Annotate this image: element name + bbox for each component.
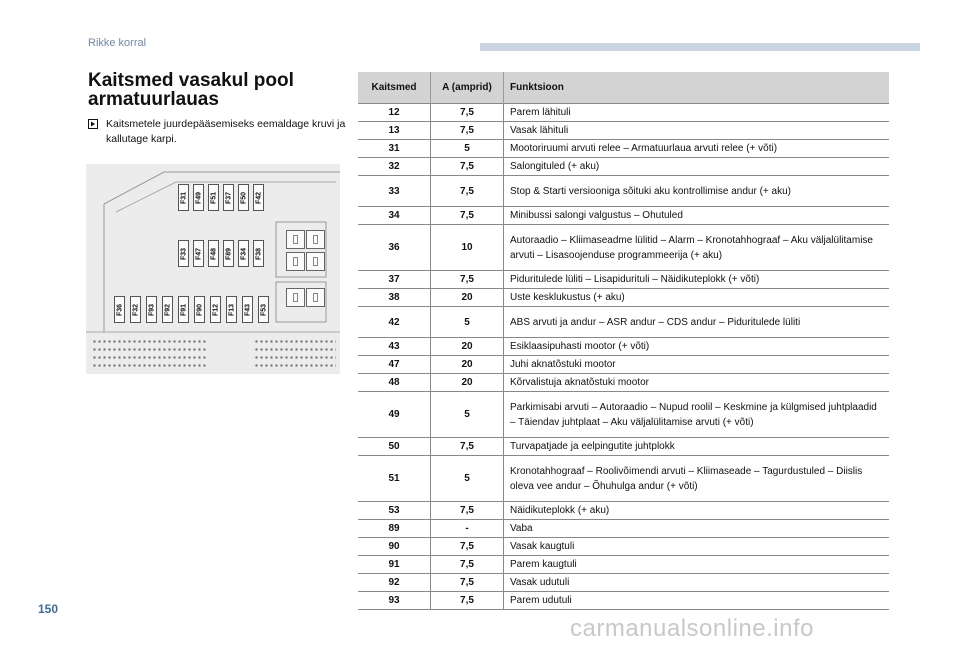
table-row xyxy=(358,122,889,140)
amperage-cell: 20 xyxy=(431,374,504,392)
fuse-label: F43 xyxy=(244,303,251,316)
amperage-cell: 7,5 xyxy=(431,271,504,289)
fuse-label: F32 xyxy=(132,303,139,316)
relay xyxy=(306,230,325,249)
fuse-label: F42 xyxy=(255,191,262,204)
table-row xyxy=(358,140,889,158)
column-header-fuse: Kaitsmed xyxy=(358,72,431,104)
function-cell: Turvapatjade ja eelpingutite juhtplokk xyxy=(504,438,890,456)
instruction-text: Kaitsmetele juurdepääsemiseks eemaldage kruvi ja kallutage karpi. xyxy=(106,118,346,145)
fuse-label: F51 xyxy=(210,191,217,204)
table-row xyxy=(358,556,889,574)
amperage-cell: 5 xyxy=(431,140,504,158)
relay xyxy=(306,252,325,271)
fuse-label: F37 xyxy=(225,191,232,204)
fuse-label: F34 xyxy=(240,247,247,260)
amperage-cell: 7,5 xyxy=(431,122,504,140)
fuse xyxy=(238,184,249,211)
fuse-label: F48 xyxy=(210,247,217,260)
amperage-cell: 5 xyxy=(431,392,504,438)
fuse-label: F13 xyxy=(228,303,235,316)
table-row xyxy=(358,374,889,392)
connector-pins xyxy=(92,348,207,351)
amperage-cell: 20 xyxy=(431,356,504,374)
table-row xyxy=(358,520,889,538)
amperage-cell: 7,5 xyxy=(431,502,504,520)
column-header-amps: A (amprid) xyxy=(431,72,504,104)
function-cell: Vasak kaugtuli xyxy=(504,538,890,556)
fuse-number-cell: 13 xyxy=(358,122,431,140)
connector-pins xyxy=(92,364,207,367)
fuse xyxy=(178,240,189,267)
function-cell: Parem kaugtuli xyxy=(504,556,890,574)
connector-pins xyxy=(254,356,336,359)
function-cell: Salongituled (+ aku) xyxy=(504,158,890,176)
fuse xyxy=(162,296,173,323)
relay xyxy=(286,288,305,307)
fuse-number-cell: 47 xyxy=(358,356,431,374)
amperage-cell: 7,5 xyxy=(431,176,504,207)
fuse-label: F90 xyxy=(196,303,203,316)
fuse-number-cell: 38 xyxy=(358,289,431,307)
function-cell: Autoraadio – Kliimaseadme lülitid – Alarm – Kronotahhograaf – Aku väljalülitamise arvuti – Lisasoojenduse programmeerija (+ aku) xyxy=(504,225,890,271)
table-row xyxy=(358,225,889,271)
fuse-number-cell: 43 xyxy=(358,338,431,356)
fuse-number-cell: 34 xyxy=(358,207,431,225)
function-cell: Vasak lähituli xyxy=(504,122,890,140)
fuse-number-cell: 32 xyxy=(358,158,431,176)
function-cell: Kronotahhograaf – Roolivõimendi arvuti – Kliimaseade – Tagurdustuled – Diislis oleva vee andur – Õhuhulga andur (+ võti) xyxy=(504,456,890,502)
table-row xyxy=(358,438,889,456)
function-cell: Mootoriruumi arvuti relee – Armatuurlaua arvuti relee (+ võti) xyxy=(504,140,890,158)
fuse-label: F50 xyxy=(240,191,247,204)
fuse xyxy=(242,296,253,323)
fuse-number-cell: 31 xyxy=(358,140,431,158)
fuse-number-cell: 12 xyxy=(358,104,431,122)
table-row xyxy=(358,356,889,374)
fuse-row-1 xyxy=(178,184,268,211)
function-cell: Uste kesklukustus (+ aku) xyxy=(504,289,890,307)
header-bar xyxy=(480,43,920,51)
amperage-cell: 20 xyxy=(431,289,504,307)
fuse xyxy=(226,296,237,323)
table-row xyxy=(358,158,889,176)
function-cell: Parkimisabi arvuti – Autoraadio – Nupud roolil – Keskmine ja külgmised juhtplaadid – Täiendav juhtplaat – Aku väljalülitamise arvuti (+ võti) xyxy=(504,392,890,438)
function-cell: Vaba xyxy=(504,520,890,538)
fuse xyxy=(193,184,204,211)
fuse xyxy=(253,184,264,211)
table-row xyxy=(358,176,889,207)
amperage-cell: 7,5 xyxy=(431,104,504,122)
table-row xyxy=(358,104,889,122)
amperage-cell: 10 xyxy=(431,225,504,271)
fuse xyxy=(178,184,189,211)
fuse-label: F53 xyxy=(260,303,267,316)
fuse-label: F89 xyxy=(225,247,232,260)
fuse xyxy=(146,296,157,323)
page-title: Kaitsmed vasakul pool armatuurlauas xyxy=(88,70,294,110)
function-cell: Vasak udutuli xyxy=(504,574,890,592)
fuse xyxy=(238,240,249,267)
fuse xyxy=(223,240,234,267)
fuse-number-cell: 89 xyxy=(358,520,431,538)
fuse xyxy=(130,296,141,323)
table-row xyxy=(358,289,889,307)
relay xyxy=(286,252,305,271)
fuse-label: F33 xyxy=(180,247,187,260)
fuse-label: F12 xyxy=(212,303,219,316)
connector-pins xyxy=(254,348,336,351)
instruction xyxy=(88,117,346,147)
function-cell: Parem lähituli xyxy=(504,104,890,122)
fuse xyxy=(258,296,269,323)
function-cell: Esiklaasipuhasti mootor (+ võti) xyxy=(504,338,890,356)
fuse xyxy=(210,296,221,323)
fuse xyxy=(223,184,234,211)
relay xyxy=(306,288,325,307)
function-cell: ABS arvuti ja andur – ASR andur – CDS andur – Piduritulede lüliti xyxy=(504,307,890,338)
function-cell: Kõrvalistuja aknatõstuki mootor xyxy=(504,374,890,392)
function-cell: Minibussi salongi valgustus – Ohutuled xyxy=(504,207,890,225)
table-row xyxy=(358,392,889,438)
function-cell: Juhi aknatõstuki mootor xyxy=(504,356,890,374)
table-row xyxy=(358,307,889,338)
fuse-number-cell: 53 xyxy=(358,502,431,520)
fuse-label: F93 xyxy=(148,303,155,316)
function-cell: Näidikuteplokk (+ aku) xyxy=(504,502,890,520)
column-header-function: Funktsioon xyxy=(504,72,890,104)
relay xyxy=(286,230,305,249)
fuse-number-cell: 51 xyxy=(358,456,431,502)
fuse-number-cell: 37 xyxy=(358,271,431,289)
fuse-number-cell: 42 xyxy=(358,307,431,338)
connector-pins xyxy=(254,364,336,367)
fuse-label: F91 xyxy=(180,303,187,316)
fuse-number-cell: 33 xyxy=(358,176,431,207)
table-row xyxy=(358,574,889,592)
fuse-number-cell: 93 xyxy=(358,592,431,610)
fuse xyxy=(193,240,204,267)
fuse-label: F47 xyxy=(195,247,202,260)
connector-pins xyxy=(92,356,207,359)
fuse xyxy=(194,296,205,323)
fuse xyxy=(178,296,189,323)
arrow-right-icon xyxy=(88,119,98,129)
function-cell: Piduritulede lüliti – Lisapidurituli – Näidikuteplokk (+ võti) xyxy=(504,271,890,289)
table-row xyxy=(358,502,889,520)
amperage-cell: 7,5 xyxy=(431,538,504,556)
fuse-label: F38 xyxy=(255,247,262,260)
table-row xyxy=(358,207,889,225)
fuse-number-cell: 48 xyxy=(358,374,431,392)
fuse-number-cell: 91 xyxy=(358,556,431,574)
fuse-label: F36 xyxy=(116,303,123,316)
fuse xyxy=(208,184,219,211)
table-row xyxy=(358,271,889,289)
page-number: 150 xyxy=(38,602,59,616)
fuse-number-cell: 36 xyxy=(358,225,431,271)
fuse-box-illustration xyxy=(86,164,340,374)
function-cell: Parem udutuli xyxy=(504,592,890,610)
amperage-cell: 20 xyxy=(431,338,504,356)
section-label: Rikke korral xyxy=(88,37,147,49)
fuse-label: F49 xyxy=(195,191,202,204)
amperage-cell: - xyxy=(431,520,504,538)
connector-pins xyxy=(254,340,336,343)
fuse-number-cell: 49 xyxy=(358,392,431,438)
table-row xyxy=(358,338,889,356)
table-row xyxy=(358,538,889,556)
fuse-label: F92 xyxy=(164,303,171,316)
amperage-cell: 7,5 xyxy=(431,592,504,610)
fuse-number-cell: 92 xyxy=(358,574,431,592)
amperage-cell: 7,5 xyxy=(431,207,504,225)
amperage-cell: 7,5 xyxy=(431,438,504,456)
amperage-cell: 7,5 xyxy=(431,556,504,574)
fuse-number-cell: 90 xyxy=(358,538,431,556)
fuse xyxy=(114,296,125,323)
table-row xyxy=(358,456,889,502)
amperage-cell: 5 xyxy=(431,307,504,338)
connector-pins xyxy=(92,340,207,343)
fuse-table xyxy=(358,72,889,610)
function-cell: Stop & Starti versiooniga sõituki aku kontrollimise andur (+ aku) xyxy=(504,176,890,207)
table-row xyxy=(358,592,889,610)
fuse-row-2 xyxy=(178,240,268,267)
amperage-cell: 5 xyxy=(431,456,504,502)
fuse-label: F31 xyxy=(180,191,187,204)
watermark: carmanualsonline.info xyxy=(570,615,814,642)
table-header-row xyxy=(358,72,889,104)
amperage-cell: 7,5 xyxy=(431,574,504,592)
amperage-cell: 7,5 xyxy=(431,158,504,176)
fuse xyxy=(208,240,219,267)
fuse-row-3 xyxy=(114,296,274,323)
fuse xyxy=(253,240,264,267)
fuse-number-cell: 50 xyxy=(358,438,431,456)
